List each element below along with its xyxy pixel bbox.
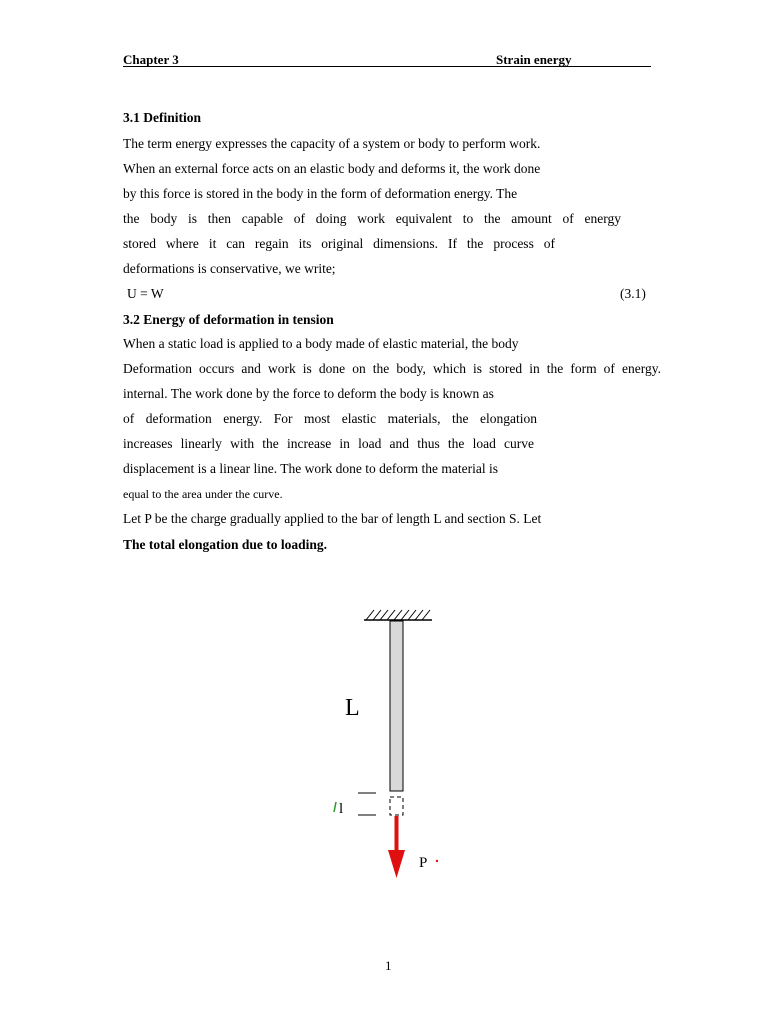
- paragraph-line: displacement is a linear line. The work done to deform the material is: [123, 461, 499, 476]
- paragraph-line: the body is then capable of doing work equivalent to the amount of energy: [123, 211, 621, 226]
- paragraph-line-bold: The total elongation due to loading.: [123, 537, 328, 552]
- paragraph-line: deformations is conservative, we write;: [123, 261, 336, 276]
- paragraph-line: increases linearly with the increase in load and thus the load curve: [123, 436, 534, 451]
- header-rule: [123, 66, 651, 67]
- page-number: 1: [385, 958, 392, 973]
- equation: U = W: [127, 286, 164, 301]
- paragraph-line: When a static load is applied to a body made of elastic material, the body: [123, 336, 519, 351]
- length-label: L: [345, 695, 360, 721]
- elongation-outline: [390, 797, 403, 815]
- paragraph-line: When an external force acts on an elastic body and deforms it, the work done: [123, 161, 541, 176]
- paragraph-line: equal to the area under the curve.: [123, 487, 283, 501]
- chapter-topic: Strain energy: [496, 52, 572, 67]
- paragraph-line: stored where it can regain its original dimensions. If the process of: [123, 236, 555, 251]
- paragraph-line: The term energy expresses the capacity of a system or body to perform work.: [123, 136, 541, 151]
- paragraph-line: by this force is stored in the body in the form of deformation energy. The: [123, 186, 518, 201]
- equation-number: (3.1): [620, 286, 646, 301]
- green-tick-mark: [334, 802, 336, 812]
- paragraph-line: internal. The work done by the force to deform the body is known as: [123, 386, 494, 401]
- elongation-label: l: [339, 801, 344, 817]
- bar: [390, 621, 403, 791]
- section-heading-tension: 3.2 Energy of deformation in tension: [123, 312, 334, 327]
- support-hatching: [366, 610, 430, 620]
- paragraph-line: of deformation energy. For most elastic materials, the elongation: [123, 411, 537, 426]
- paragraph-line: Let P be the charge gradually applied to the bar of length L and section S. Let: [123, 511, 542, 526]
- red-dot-mark: [436, 860, 438, 862]
- section-heading-definition: 3.1 Definition: [123, 110, 202, 125]
- bar-tension-diagram: [320, 600, 460, 890]
- load-arrow-head: [388, 850, 405, 878]
- load-label: P: [419, 855, 428, 871]
- paragraph-line: Deformation occurs and work is done on the body, which is stored in the form of energy.: [123, 361, 661, 376]
- chapter-title: Chapter 3: [123, 52, 179, 67]
